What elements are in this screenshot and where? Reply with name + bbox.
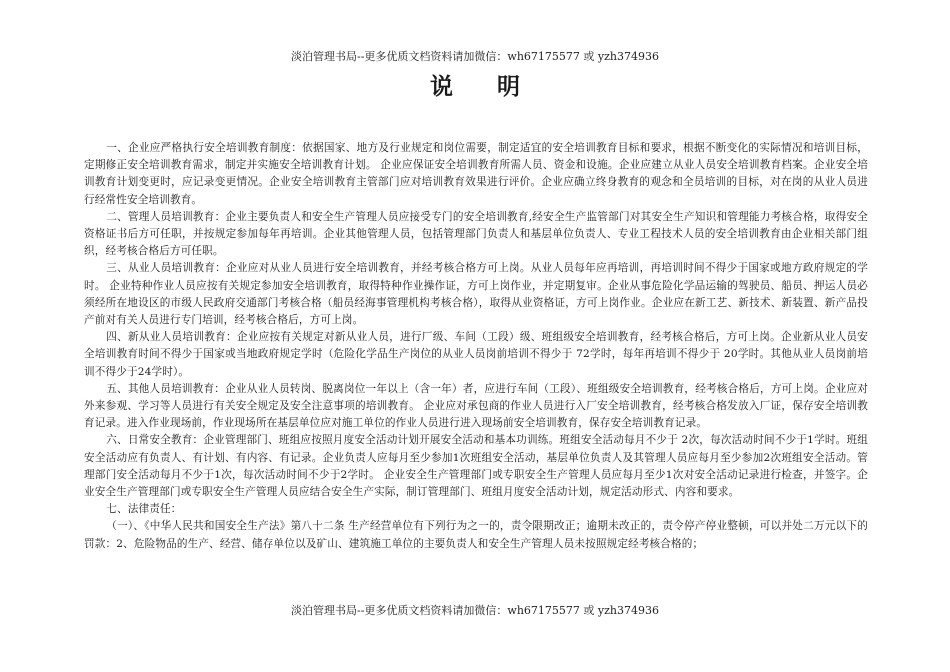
paragraph-6-daily-safety-education: 六、日常安全教育：企业管理部门、班组应按照月度安全活动计划开展安全活动和基本功训练。班组安全活动每月不少于 2次，每次活动时间不少于1学时。班组安全活动应有负责人、有计划、有内容、有记录。企业负责人应每月至少参加1次班组安全活动，基层单位负责人及其管理人员应每月至少参加2次班组安全活动。管理部门安全活动每月不少于1次，每次活动时间不少于2学时。 企业安全生产管理部门或专职安全生产管理人员应每月至少1次对安全活动记录进行检查，并签字。企业安全生产管理部门或专职安全生产管理人员应结合安全生产实际，制订管理部门、班组月度安全活动计划，规定活动形式、内容和要求。 — [84, 434, 868, 499]
document-title: 说 明 — [429, 73, 538, 100]
paragraph-3-employee-training: 三、从业人员培训教育：企业应对从业人员进行安全培训教育，并经考核合格方可上岗。从业人员每年应再培训，再培训时间不得少于国家或地方政府规定的学时。 企业特种作业人员应按有关规定参加安全培训教育，取得特种作业操作证，方可上岗作业，并定期复审。企业从事危险化学品运输的驾驶员、船员、押运人员必须经所在地设区的市级人民政府交通部门考核合格（船员经海事管理机构考核合格），取得从业资格证，方可上岗作业。企业应在新工艺、新技术、新装置、新产品投产前对有关人员进行专门培训，经考核合格后，方可上岗。 — [84, 262, 868, 327]
paragraph-8-safety-law-article: （一）、《中华人民共和国安全生产法》第八十二条 生产经营单位有下列行为之一的，责令限期改正；逾期未改正的，责令停产停业整顿，可以并处二万元以下的罚款：2、危险物品的生产、经营、储存单位以及矿山、建筑施工单位的主要负责人和安全生产管理人员未按照规定经考核合格的； — [84, 520, 868, 550]
header-note: 淡泊管理书局--更多优质文档资料请加微信：wh67175577 或 yzh374936 — [291, 50, 659, 63]
paragraph-7-legal-liability-heading: 七、法律责任： — [106, 503, 182, 516]
paragraph-4-new-employee-training: 四、新从业人员培训教育：企业应按有关规定对新从业人员，进行厂级、车间（工段）级、班组级安全培训教育，经考核合格后，方可上岗。企业新从业人员安全培训教育时间不得少于国家或当地政府规定学时（危险化学品生产岗位的从业人员岗前培训不得少于 72学时，每年再培训不得少于 20学时。其他从业人员岗前培训不得少于24学时）。 — [84, 331, 868, 378]
paragraph-5-other-personnel-training: 五、其他人员培训教育：企业从业人员转岗、脱离岗位一年以上（含一年）者，应进行车间（工段）、班组级安全培训教育，经考核合格后，方可上岗。企业应对外来参观、学习等人员进行有关安全规定及安全注意事项的培训教育。 企业应对承包商的作业人员进行入厂安全培训教育，经考核合格发放入厂证，保存安全培训教育记录。进入作业现场前，作业现场所在基层单位应对施工单位的作业人员进行进入现场前安全培训教育，保存安全培训教育记录。 — [84, 382, 868, 430]
footer-note: 淡泊管理书局--更多优质文档资料请加微信：wh67175577 或 yzh374936 — [291, 604, 659, 617]
paragraph-1-training-system: 一、企业应严格执行安全培训教育制度：依据国家、地方及行业规定和岗位需要，制定适宜的安全培训教育目标和要求，根据不断变化的实际情况和培训目标，定期修正安全培训教育需求，制定并实施安全培训教育计划。 企业应保证安全培训教育所需人员、资金和设施。企业应建立从业人员安全培训教育档案。企业安全培训教育计划变更时，应记录变更情况。企业安全培训教育主管部门应对培训教育效果进行评价。企业应确立终身教育的观念和全员培训的目标，对在岗的从业人员进行经常性安全培训教育。 — [84, 142, 868, 206]
paragraph-2-management-training: 二、管理人员培训教育：企业主要负责人和安全生产管理人员应接受专门的安全培训教育,经安全生产监管部门对其安全生产知识和管理能力考核合格，取得安全资格证书后方可任职，并按规定参加每年再培训。企业其他管理人员，包括管理部门负责人和基层单位负责人、专业工程技术人员的安全培训教育由企业相关部门组织，经考核合格后方可任职。 — [84, 210, 868, 258]
document-body — [84, 140, 868, 553]
